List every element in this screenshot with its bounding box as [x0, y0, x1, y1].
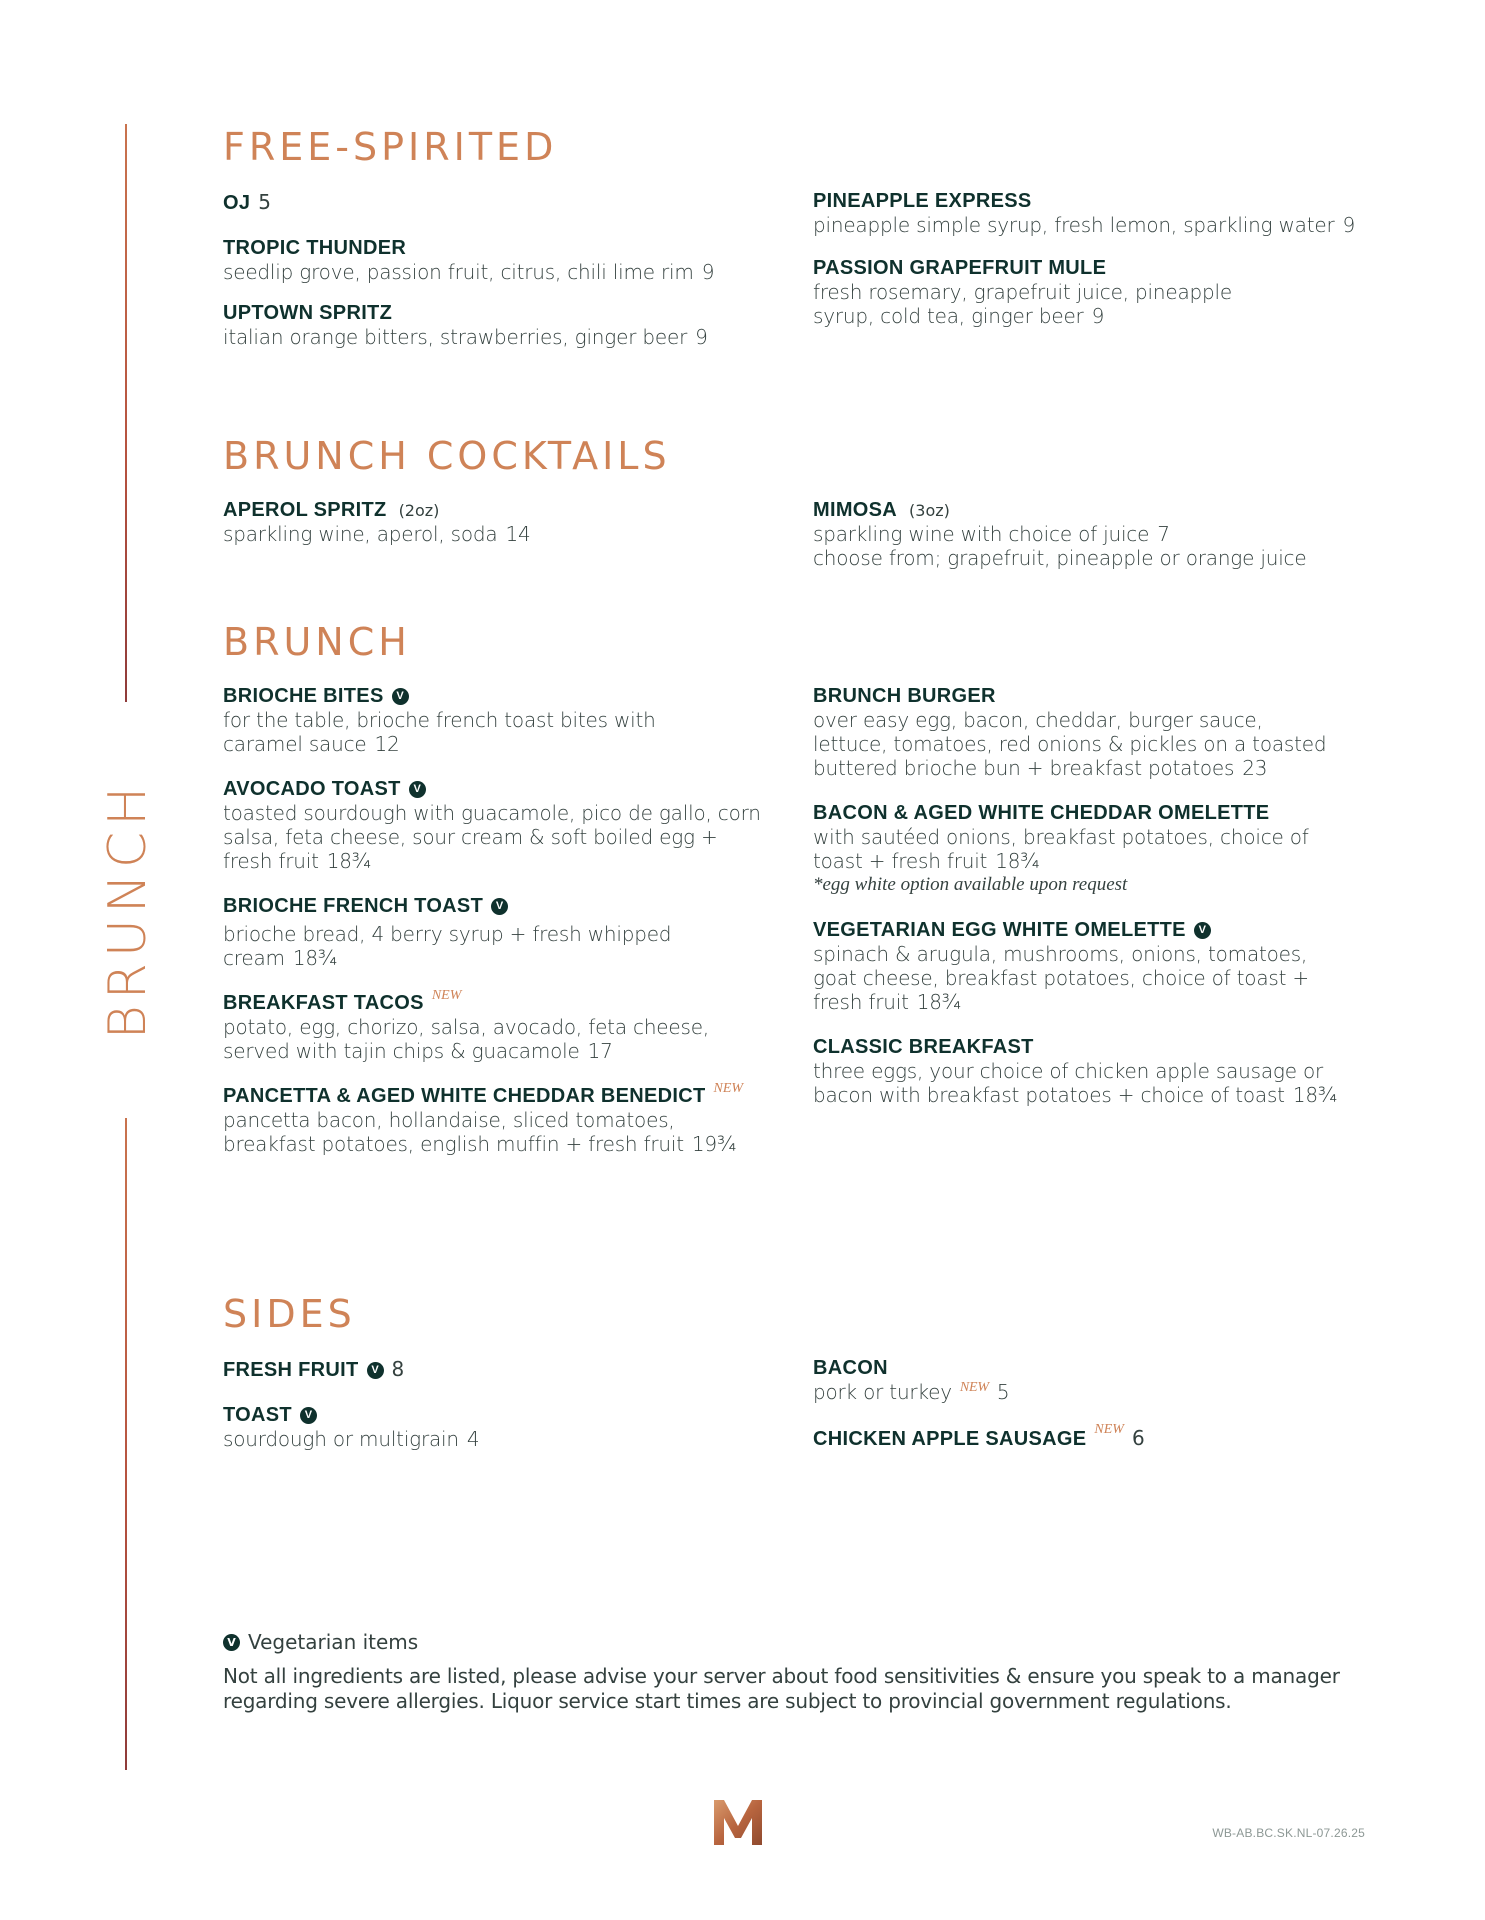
item-price: 14 [505, 522, 531, 546]
item-desc: three eggs, your choice of chicken apple sausage or bacon with breakfast potatoes + choice of toast [813, 1059, 1324, 1107]
menu-item [813, 802, 1373, 897]
section-free-spirited [223, 125, 1373, 388]
item-name: BRIOCHE BITES [223, 685, 384, 707]
item-price: 18¾ [326, 849, 371, 873]
column-right [813, 190, 1373, 328]
vegetarian-icon: V [367, 1362, 384, 1379]
item-name: BREAKFAST TACOS [223, 992, 424, 1014]
column-left [223, 499, 793, 546]
item-name: PINEAPPLE EXPRESS [813, 190, 1032, 212]
new-badge: NEW [713, 1081, 744, 1096]
column-right [813, 499, 1373, 570]
item-name: AVOCADO TOAST [223, 778, 401, 800]
item-price: 18¾ [1292, 1083, 1338, 1107]
item-desc: pork or turkey [813, 1380, 952, 1404]
item-desc: spinach & arugula, mushrooms, onions, tomatoes, goat cheese, breakfast potatoes, choice of toast + fresh fruit [813, 942, 1309, 1014]
item-price: 5 [996, 1380, 1010, 1404]
item-desc: seedlip grove, passion fruit, citrus, chili lime rim [223, 260, 694, 284]
item-price: 9 [1342, 213, 1356, 237]
item-price: 23 [1242, 756, 1268, 780]
legend-label: Vegetarian items [248, 1630, 419, 1654]
column-right [813, 685, 1373, 1107]
item-price: 19¾ [691, 1132, 737, 1156]
item-name: CHICKEN APPLE SAUSAGE [813, 1428, 1087, 1450]
vegetarian-icon: V [392, 688, 409, 705]
menu-item [223, 778, 783, 873]
item-name: PANCETTA & AGED WHITE CHEDDAR BENEDICT [223, 1085, 706, 1107]
item-desc: potato, egg, chorizo, salsa, avocado, feta cheese, served with tajin chips & guacamole [223, 1015, 709, 1063]
menu-item [813, 1357, 1373, 1404]
column-left [223, 190, 793, 349]
menu-item [223, 1404, 793, 1451]
section-title: FREE-SPIRITED [223, 125, 558, 169]
item-price: 4 [466, 1427, 480, 1451]
item-desc: brioche bread, 4 berry syrup + fresh whipped cream [223, 922, 672, 970]
legend-row [223, 1630, 1373, 1654]
vegetarian-icon: V [1194, 922, 1211, 939]
item-name: UPTOWN SPRITZ [223, 302, 393, 324]
item-name: BACON [813, 1357, 888, 1379]
item-price: 9 [695, 325, 708, 349]
item-name: MIMOSA [813, 499, 898, 521]
new-badge: NEW [1094, 1422, 1124, 1437]
item-name: OJ [223, 192, 251, 214]
item-name: PASSION GRAPEFRUIT MULE [813, 257, 1107, 279]
section-brunch-cocktails [223, 434, 1373, 577]
item-name: CLASSIC BREAKFAST [813, 1036, 1034, 1058]
menu-item [223, 895, 783, 970]
section-sides [223, 1292, 1373, 1495]
item-price: 9 [1091, 304, 1105, 328]
item-name: BRUNCH BURGER [813, 685, 996, 707]
item-name: APEROL SPRITZ [223, 499, 387, 521]
item-price: 18¾ [916, 990, 961, 1014]
vegetarian-icon: V [300, 1407, 317, 1424]
item-price: 9 [701, 260, 715, 284]
menu-item [223, 685, 783, 756]
menu-item [813, 190, 1373, 237]
item-name: TOAST [223, 1404, 292, 1426]
item-desc: fresh rosemary, grapefruit juice, pineapple syrup, cold tea, ginger beer [813, 280, 1232, 328]
menu-item [813, 499, 1373, 570]
column-right [813, 1357, 1373, 1451]
item-desc: toasted sourdough with guacamole, pico de gallo, corn salsa, feta cheese, sour cream & soft boiled egg + fresh fruit [223, 801, 761, 873]
menu-item [223, 237, 793, 284]
column-left [223, 685, 783, 1156]
item-note: *egg white option available upon request [813, 874, 1128, 895]
menu-item [813, 1036, 1373, 1107]
item-desc: sparkling wine, aperol, soda [223, 522, 498, 546]
menu-item [223, 988, 783, 1063]
menu-item [813, 257, 1373, 328]
item-name: FRESH FRUIT [223, 1359, 359, 1381]
item-desc: over easy egg, bacon, cheddar, burger sauce, lettuce, tomatoes, red onions & pickles on a toasted buttered brioche bun + breakfast potatoes [813, 708, 1327, 780]
item-desc: pineapple simple syrup, fresh lemon, sparkling water [813, 213, 1335, 237]
item-desc: italian orange bitters, strawberries, ginger beer [223, 325, 688, 349]
menu-item [223, 190, 793, 215]
menu-item [223, 302, 793, 349]
side-rule-bottom [125, 1118, 127, 1770]
item-desc: sourdough or multigrain [223, 1427, 459, 1451]
section-title: BRUNCH COCKTAILS [223, 434, 671, 478]
legend [223, 1630, 1373, 1714]
side-label: BRUNCH [98, 780, 158, 1040]
item-size: (2oz) [398, 501, 440, 520]
item-price: 5 [258, 190, 272, 214]
menu-item [223, 1081, 783, 1156]
menu-item [813, 919, 1373, 1014]
new-badge: NEW [959, 1380, 989, 1395]
disclaimer: Not all ingredients are listed, please advise your server about food sensitivities & ensure you speak to a manager regarding severe allergies. Liquor service start times are subject to provincial government regulations. [223, 1664, 1340, 1713]
item-price: 8 [391, 1357, 405, 1381]
item-name: VEGETARIAN EGG WHITE OMELETTE [813, 919, 1186, 941]
vegetarian-icon: V [223, 1634, 240, 1651]
item-size: (3oz) [909, 501, 950, 520]
menu-item [813, 1422, 1373, 1451]
menu-item [223, 1357, 793, 1382]
item-price: 6 [1131, 1426, 1145, 1450]
m-logo-icon [712, 1798, 764, 1846]
column-left [223, 1357, 793, 1451]
new-badge: NEW [431, 988, 462, 1003]
item-name: BACON & AGED WHITE CHEDDAR OMELETTE [813, 802, 1270, 824]
item-price: 18¾ [292, 946, 338, 970]
item-desc: for the table, brioche french toast bites with caramel sauce [223, 708, 656, 756]
item-price: 18¾ [995, 849, 1040, 873]
item-price: 7 [1157, 522, 1170, 546]
vegetarian-icon: V [409, 781, 426, 798]
section-title: BRUNCH [223, 620, 411, 664]
section-title: SIDES [223, 1292, 356, 1336]
item-desc-extra: choose from; grapefruit, pineapple or orange juice [813, 546, 1307, 570]
item-price: 17 [587, 1039, 613, 1063]
footer-code: WB-AB.BC.SK.NL-07.26.25 [1212, 1826, 1365, 1840]
item-name: TROPIC THUNDER [223, 237, 407, 259]
vegetarian-icon: V [491, 898, 508, 915]
item-desc: pancetta bacon, hollandaise, sliced tomatoes, breakfast potatoes, english muffin + fresh fruit [223, 1108, 684, 1156]
menu-item [223, 499, 793, 546]
item-desc: sparkling wine with choice of juice [813, 522, 1150, 546]
item-desc: with sautéed onions, breakfast potatoes, choice of toast + fresh fruit [813, 825, 1309, 873]
section-brunch [223, 620, 1373, 1223]
menu-item [813, 685, 1373, 780]
side-rule-top [125, 124, 127, 702]
item-name: BRIOCHE FRENCH TOAST [223, 895, 484, 917]
item-price: 12 [374, 732, 400, 756]
